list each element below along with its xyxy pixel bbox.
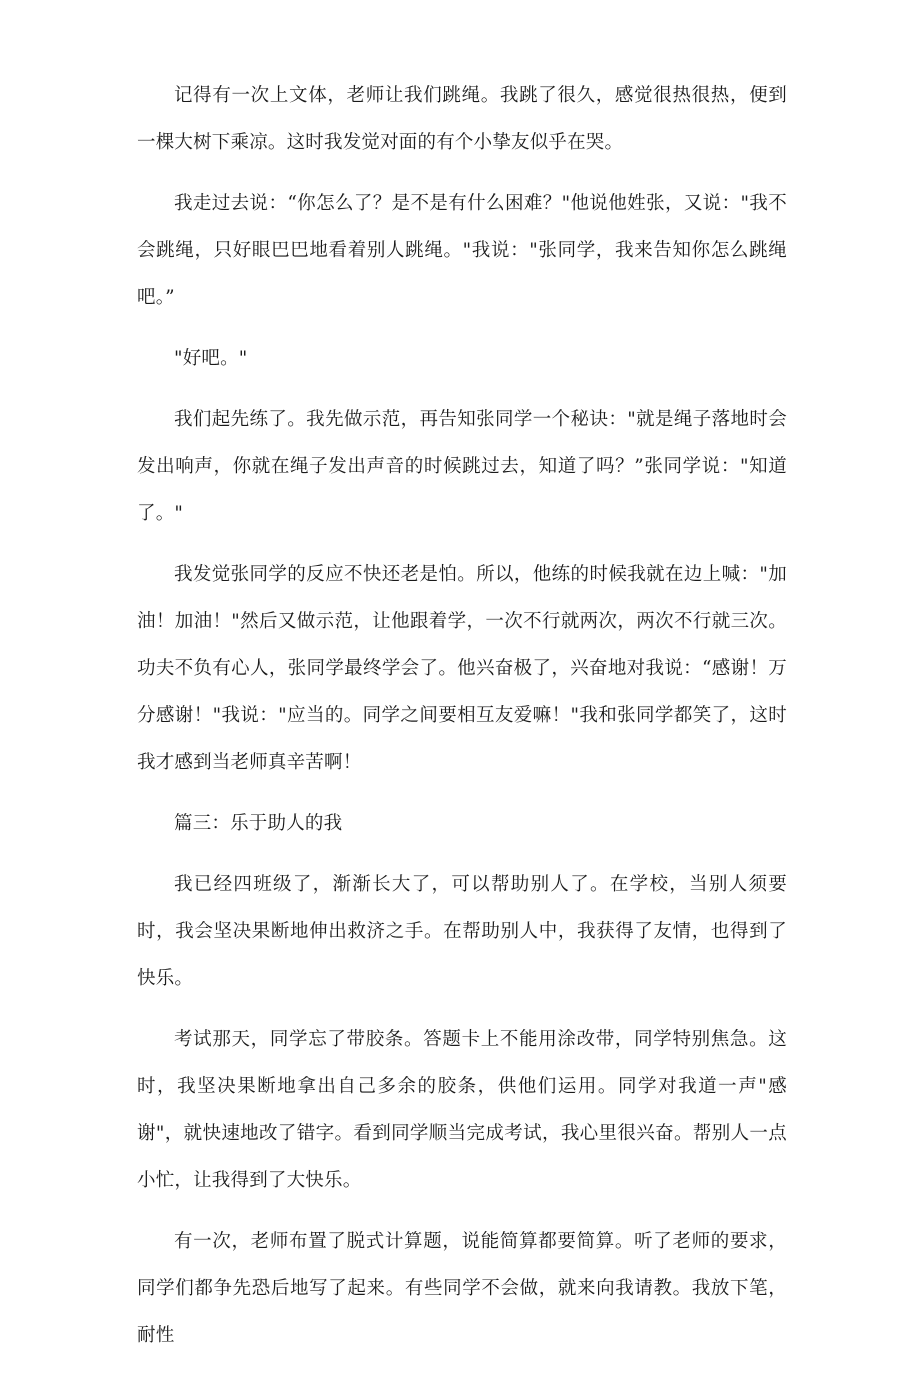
document-body xyxy=(137,86,787,1373)
paragraph-ok-reply: "好吧。" xyxy=(174,348,248,369)
paragraph-fourth-grade: 我已经四班级了，渐渐长大了，可以帮助别人了。在学校，当别人须要时，我会坚决果断地伸出救济之手。在帮助别人中，我获得了友情，也得到了快乐。 xyxy=(137,874,787,989)
paragraph-asking-zhang: 我走过去说：“你怎么了？是不是有什么困难？"他说他姓张，又说："我不会跳绳，只好眼巴巴地看着别人跳绳。"我说："张同学，我来告知你怎么跳绳吧。” xyxy=(137,193,787,308)
paragraph-math-problems: 有一次，老师布置了脱式计算题，说能简算都要简算。听了老师的要求，同学们都争先恐后地写了起来。有些同学不会做，就来向我请教。我放下笔，耐性 xyxy=(137,1231,787,1346)
paragraph-teaching-secret: 我们起先练了。我先做示范，再告知张同学一个秘诀："就是绳子落地时会发出响声，你就在绳子发出声音的时候跳过去，知道了吗？”张同学说："知道了。" xyxy=(137,409,787,524)
paragraph-jump-rope-intro: 记得有一次上文体，老师让我们跳绳。我跳了很久，感觉很热很热，便到一棵大树下乘凉。这时我发觉对面的有个小挚友似乎在哭。 xyxy=(137,85,787,153)
paragraph-cheering: 我发觉张同学的反应不快还老是怕。所以，他练的时候我就在边上喊："加油！加油！"然后又做示范，让他跟着学，一次不行就两次，两次不行就三次。功夫不负有心人，张同学最终学会了。他兴奋极了，兴奋地对我说：“感谢！万分感谢！"我说："应当的。同学之间要相互友爱嘛！"我和张同学都笑了，这时我才感到当老师真辛苦啊！ xyxy=(137,564,787,773)
paragraph-exam-tape: 考试那天，同学忘了带胶条。答题卡上不能用涂改带，同学特别焦急。这时，我坚决果断地拿出自己多余的胶条，供他们运用。同学对我道一声"感谢"，就快速地改了错字。看到同学顺当完成考试，我心里很兴奋。帮别人一点小忙，让我得到了大快乐。 xyxy=(137,1029,787,1191)
section-heading-part-three: 篇三：乐于助人的我 xyxy=(174,813,343,834)
